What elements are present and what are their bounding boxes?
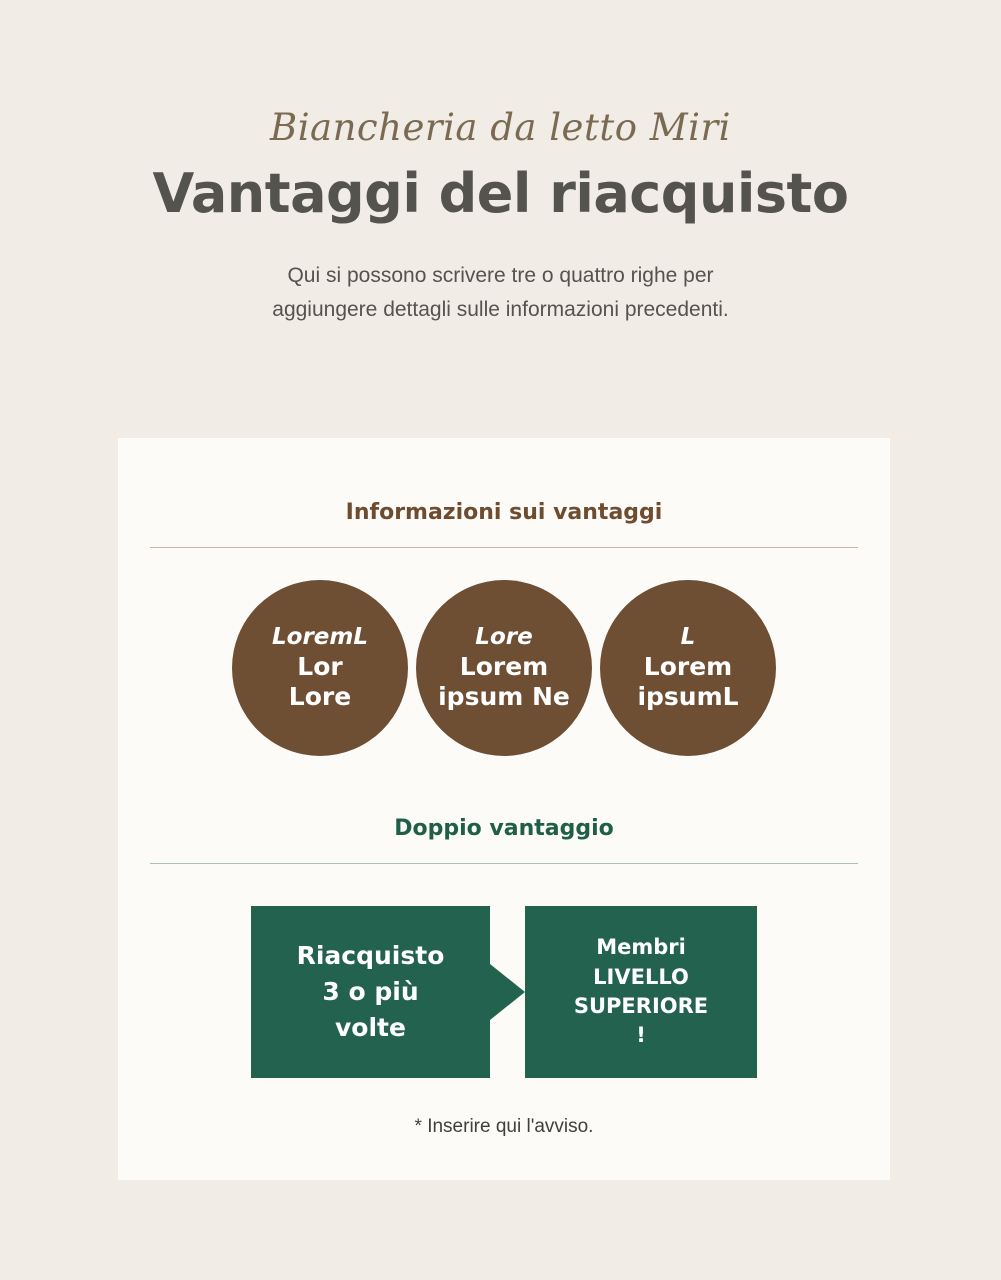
footnote: * Inserire qui l'avviso. (414, 1116, 594, 1137)
flow-left-line-1: Riacquisto (296, 940, 445, 970)
flow-box-condition (251, 906, 490, 1078)
benefits-circle-group (118, 580, 890, 756)
subtitle-line-1: Qui si possono scrivere tre o quattro righe per (287, 263, 714, 287)
benefit-circle-top: L (680, 624, 696, 651)
subtitle-line-2: aggiungere dettagli sulle informazioni precedenti. (272, 297, 729, 321)
benefit-circle (416, 580, 592, 756)
flow-right-line-4: ! (636, 1023, 646, 1048)
flow-diagram (118, 906, 890, 1078)
benefit-circle-top: Lore (475, 624, 533, 651)
benefit-circle-top: LoremL (271, 624, 369, 651)
benefit-circle-line-2: Lore (288, 682, 352, 712)
flow-left-line-2: 3 o più (322, 976, 419, 1006)
page-title: Vantaggi del riacquisto (152, 161, 849, 225)
benefit-circle-line-1: Lorem (643, 651, 733, 681)
benefits-section-heading: Informazioni sui vantaggi (345, 500, 663, 525)
benefit-circle (600, 580, 776, 756)
benefit-circle-line-1: Lorem (459, 651, 549, 681)
flow-left-line-3: volte (335, 1013, 406, 1043)
page-header (0, 0, 1001, 327)
flow-right-line-1: Membri (596, 935, 686, 960)
flow-right-line-3: SUPERIORE (573, 994, 709, 1018)
benefits-divider (150, 547, 858, 548)
arrow-right-icon (490, 964, 525, 1020)
benefits-card (118, 438, 890, 1180)
benefit-circle (232, 580, 408, 756)
double-benefit-divider (150, 863, 858, 864)
flow-box-result (525, 906, 757, 1078)
flow-arrow-wrapper (490, 906, 525, 1078)
brand-name: Biancheria da letto Miri (270, 106, 731, 149)
benefit-circle-line-2: ipsum Ne (438, 682, 570, 712)
flow-right-line-2: LIVELLO (593, 964, 689, 989)
double-benefit-heading: Doppio vantaggio (394, 816, 614, 841)
page-subtitle (181, 259, 821, 327)
benefit-circle-line-1: Lor (297, 651, 343, 681)
benefit-circle-line-2: ipsumL (637, 682, 739, 712)
